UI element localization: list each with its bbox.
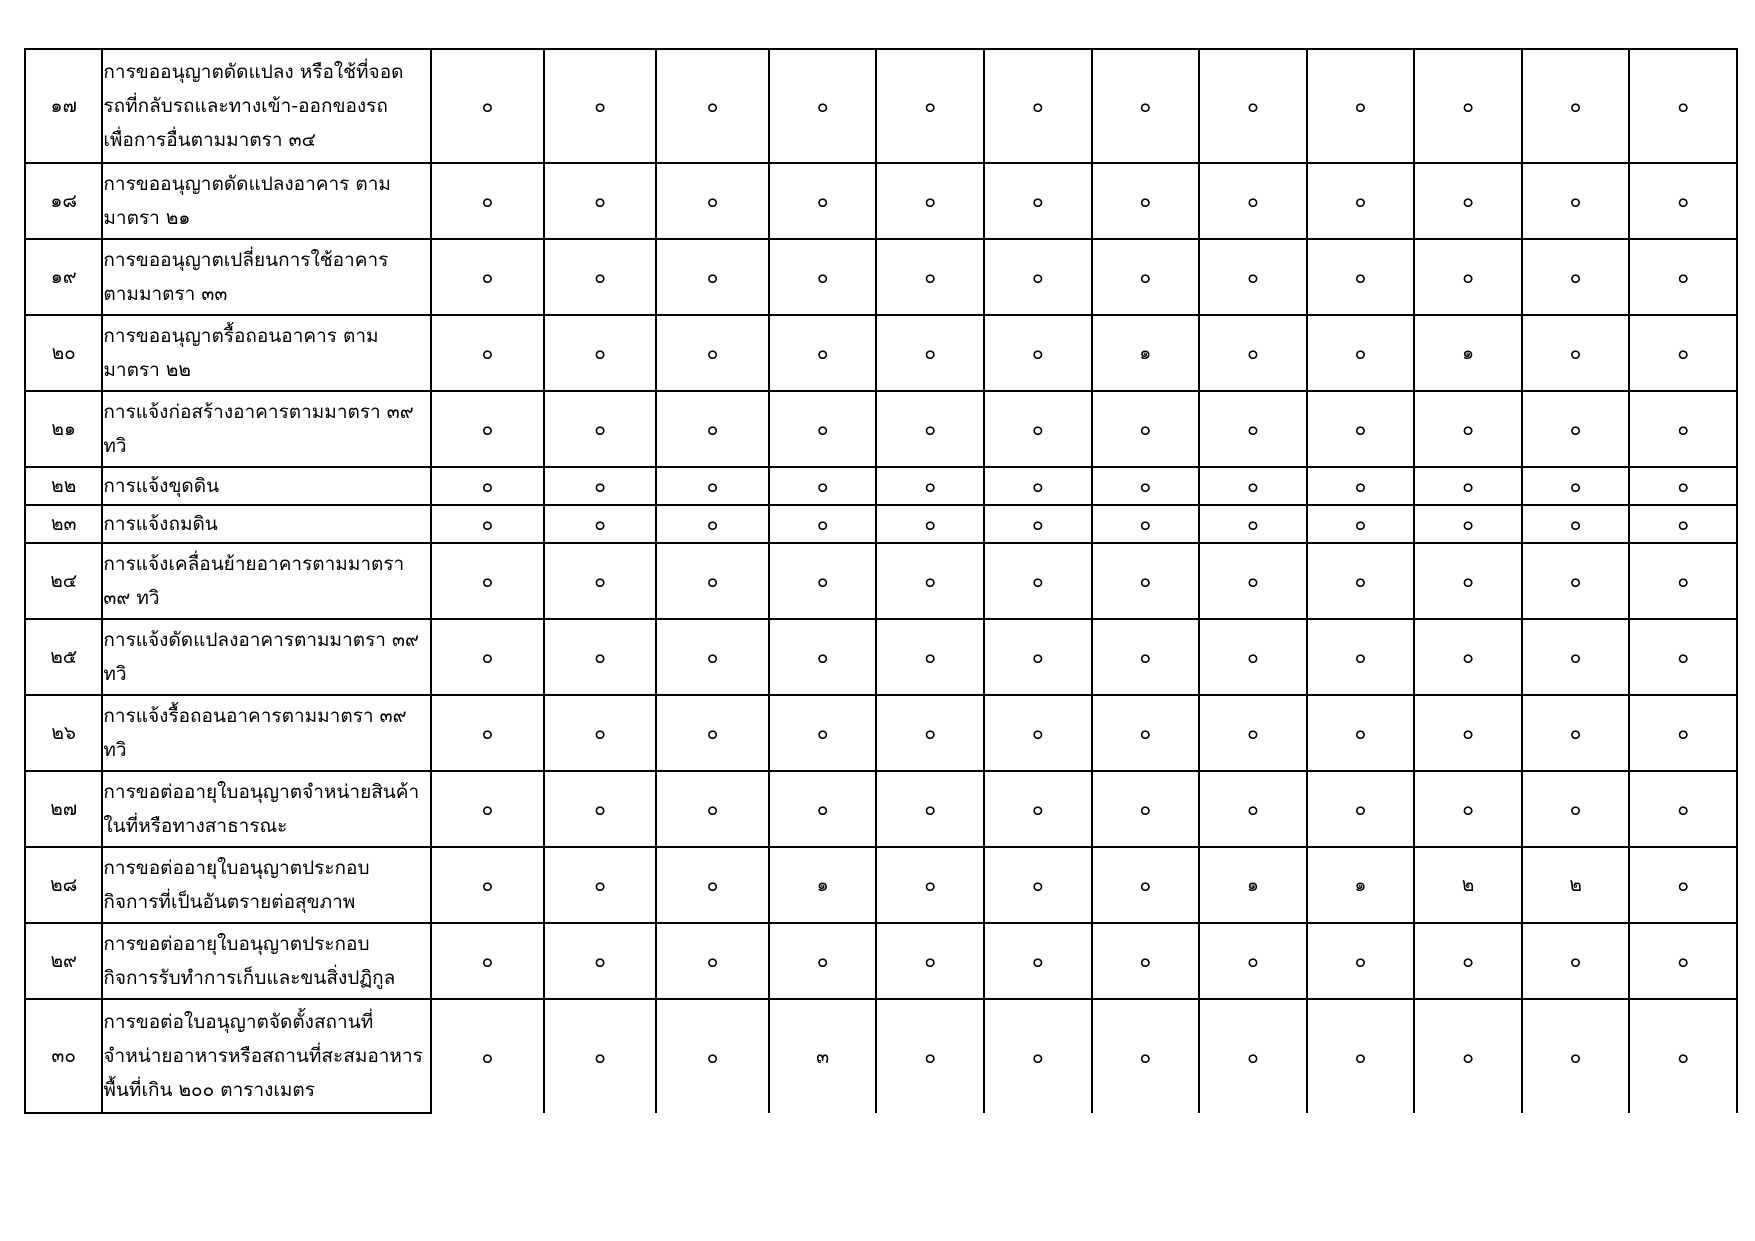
value-cell: ๐ xyxy=(769,771,877,847)
value-cell: ๐ xyxy=(1414,999,1522,1113)
row-number: ๒๒ xyxy=(25,467,102,505)
value-cell: ๐ xyxy=(1522,391,1630,467)
value-cell: ๐ xyxy=(1199,695,1307,771)
value-cell: ๐ xyxy=(984,543,1092,619)
value-cell: ๐ xyxy=(1199,771,1307,847)
value-cell: ๐ xyxy=(1414,163,1522,239)
value-cell: ๐ xyxy=(1629,771,1737,847)
value-cell: ๐ xyxy=(1199,543,1307,619)
value-cell: ๐ xyxy=(1092,771,1200,847)
row-number: ๑๘ xyxy=(25,163,102,239)
value-cell: ๐ xyxy=(431,771,544,847)
report-sheet xyxy=(24,48,1738,1114)
value-cell: ๐ xyxy=(984,505,1092,543)
row-number: ๒๗ xyxy=(25,771,102,847)
value-cell: ๐ xyxy=(1629,49,1737,163)
value-cell: ๐ xyxy=(544,505,657,543)
value-cell: ๐ xyxy=(544,847,657,923)
value-cell: ๐ xyxy=(431,695,544,771)
value-cell: ๐ xyxy=(1199,467,1307,505)
value-cell: ๐ xyxy=(656,771,769,847)
value-cell: ๐ xyxy=(1199,391,1307,467)
value-cell: ๐ xyxy=(1629,543,1737,619)
value-cell: ๐ xyxy=(1307,695,1415,771)
value-cell: ๓ xyxy=(769,999,877,1113)
value-cell: ๐ xyxy=(656,505,769,543)
value-cell: ๐ xyxy=(544,999,657,1113)
value-cell: ๐ xyxy=(544,163,657,239)
table-row xyxy=(25,771,1737,847)
value-cell: ๐ xyxy=(431,315,544,391)
value-cell: ๐ xyxy=(544,771,657,847)
value-cell: ๐ xyxy=(1629,619,1737,695)
value-cell: ๐ xyxy=(656,543,769,619)
value-cell: ๐ xyxy=(1414,239,1522,315)
value-cell: ๒ xyxy=(1522,847,1630,923)
value-cell: ๐ xyxy=(1307,505,1415,543)
value-cell: ๐ xyxy=(656,49,769,163)
value-cell: ๐ xyxy=(1307,999,1415,1113)
value-cell: ๐ xyxy=(1629,999,1737,1113)
value-cell: ๐ xyxy=(1629,163,1737,239)
value-cell: ๐ xyxy=(431,391,544,467)
value-cell: ๐ xyxy=(1629,315,1737,391)
value-cell: ๐ xyxy=(1414,505,1522,543)
value-cell: ๐ xyxy=(431,619,544,695)
value-cell: ๐ xyxy=(544,467,657,505)
value-cell: ๐ xyxy=(1629,467,1737,505)
value-cell: ๐ xyxy=(1522,619,1630,695)
value-cell: ๐ xyxy=(544,543,657,619)
value-cell: ๐ xyxy=(769,619,877,695)
value-cell: ๐ xyxy=(1522,239,1630,315)
value-cell: ๐ xyxy=(876,543,984,619)
table-row xyxy=(25,49,1737,163)
row-description: การแจ้งขุดดิน xyxy=(102,467,431,505)
value-cell: ๒ xyxy=(1414,847,1522,923)
value-cell: ๐ xyxy=(984,163,1092,239)
value-cell: ๐ xyxy=(1307,543,1415,619)
value-cell: ๐ xyxy=(984,467,1092,505)
value-cell: ๐ xyxy=(1414,467,1522,505)
value-cell: ๐ xyxy=(1629,391,1737,467)
value-cell: ๐ xyxy=(1307,391,1415,467)
value-cell: ๐ xyxy=(1522,999,1630,1113)
table-row xyxy=(25,505,1737,543)
value-cell: ๐ xyxy=(431,543,544,619)
row-number: ๒๐ xyxy=(25,315,102,391)
row-number: ๒๘ xyxy=(25,847,102,923)
table-row xyxy=(25,695,1737,771)
value-cell: ๐ xyxy=(1414,391,1522,467)
row-description: การขอต่ออายุใบอนุญาตประกอบ กิจการรับทำการเก็บและขนสิ่งปฏิกูล xyxy=(102,923,431,999)
value-cell: ๐ xyxy=(1307,923,1415,999)
value-cell: ๐ xyxy=(1522,695,1630,771)
value-cell: ๐ xyxy=(984,315,1092,391)
value-cell: ๐ xyxy=(431,467,544,505)
value-cell: ๐ xyxy=(876,163,984,239)
value-cell: ๐ xyxy=(1307,239,1415,315)
table-row xyxy=(25,391,1737,467)
value-cell: ๐ xyxy=(1522,467,1630,505)
value-cell: ๐ xyxy=(769,49,877,163)
value-cell: ๐ xyxy=(431,163,544,239)
value-cell: ๐ xyxy=(769,695,877,771)
value-cell: ๐ xyxy=(1199,923,1307,999)
value-cell: ๐ xyxy=(876,315,984,391)
row-description: การแจ้งเคลื่อนย้ายอาคารตามมาตรา ๓๙ ทวิ xyxy=(102,543,431,619)
value-cell: ๐ xyxy=(769,391,877,467)
value-cell: ๐ xyxy=(1307,619,1415,695)
value-cell: ๐ xyxy=(544,695,657,771)
value-cell: ๐ xyxy=(1414,771,1522,847)
row-description: การแจ้งดัดแปลงอาคารตามมาตรา ๓๙ ทวิ xyxy=(102,619,431,695)
row-number: ๑๙ xyxy=(25,239,102,315)
value-cell: ๐ xyxy=(1307,49,1415,163)
table-row xyxy=(25,239,1737,315)
value-cell: ๐ xyxy=(431,923,544,999)
value-cell: ๐ xyxy=(656,923,769,999)
value-cell: ๐ xyxy=(1629,505,1737,543)
value-cell: ๐ xyxy=(1092,49,1200,163)
value-cell: ๐ xyxy=(769,315,877,391)
table-row xyxy=(25,923,1737,999)
row-description: การขออนุญาตเปลี่ยนการใช้อาคาร ตามมาตรา ๓๓ xyxy=(102,239,431,315)
value-cell: ๐ xyxy=(1414,543,1522,619)
row-description: การขออนุญาตรื้อถอนอาคาร ตาม มาตรา ๒๒ xyxy=(102,315,431,391)
value-cell: ๐ xyxy=(769,163,877,239)
value-cell: ๐ xyxy=(1414,923,1522,999)
value-cell: ๐ xyxy=(876,467,984,505)
value-cell: ๐ xyxy=(876,999,984,1113)
value-cell: ๐ xyxy=(656,315,769,391)
value-cell: ๐ xyxy=(876,771,984,847)
value-cell: ๐ xyxy=(1414,695,1522,771)
value-cell: ๐ xyxy=(656,467,769,505)
row-description: การขออนุญาตดัดแปลงอาคาร ตาม มาตรา ๒๑ xyxy=(102,163,431,239)
value-cell: ๐ xyxy=(1092,163,1200,239)
value-cell: ๐ xyxy=(431,847,544,923)
row-number: ๒๙ xyxy=(25,923,102,999)
value-cell: ๐ xyxy=(876,619,984,695)
value-cell: ๑ xyxy=(769,847,877,923)
value-cell: ๐ xyxy=(1307,315,1415,391)
value-cell: ๐ xyxy=(1199,239,1307,315)
value-cell: ๐ xyxy=(656,695,769,771)
value-cell: ๐ xyxy=(876,505,984,543)
value-cell: ๐ xyxy=(769,543,877,619)
value-cell: ๐ xyxy=(1522,923,1630,999)
value-cell: ๐ xyxy=(876,923,984,999)
value-cell: ๐ xyxy=(544,923,657,999)
value-cell: ๐ xyxy=(876,695,984,771)
value-cell: ๐ xyxy=(431,505,544,543)
table-row xyxy=(25,467,1737,505)
value-cell: ๐ xyxy=(1307,771,1415,847)
value-cell: ๐ xyxy=(1522,543,1630,619)
value-cell: ๐ xyxy=(1522,505,1630,543)
value-cell: ๐ xyxy=(1092,543,1200,619)
value-cell: ๐ xyxy=(1307,467,1415,505)
value-cell: ๐ xyxy=(544,315,657,391)
value-cell: ๐ xyxy=(431,999,544,1113)
value-cell: ๐ xyxy=(876,239,984,315)
value-cell: ๐ xyxy=(1629,847,1737,923)
value-cell: ๐ xyxy=(769,505,877,543)
value-cell: ๐ xyxy=(656,847,769,923)
value-cell: ๐ xyxy=(1199,505,1307,543)
value-cell: ๐ xyxy=(1522,315,1630,391)
value-cell: ๐ xyxy=(1629,695,1737,771)
value-cell: ๐ xyxy=(656,999,769,1113)
value-cell: ๐ xyxy=(769,467,877,505)
row-description: การแจ้งรื้อถอนอาคารตามมาตรา ๓๙ ทวิ xyxy=(102,695,431,771)
row-description: การขอต่อใบอนุญาตจัดตั้งสถานที่ จำหน่ายอาหารหรือสถานที่สะสมอาหาร พื้นที่เกิน ๒๐๐ ตารางเมตร xyxy=(102,999,431,1113)
value-cell: ๐ xyxy=(1629,239,1737,315)
value-cell: ๐ xyxy=(544,49,657,163)
value-cell: ๐ xyxy=(1522,163,1630,239)
value-cell: ๐ xyxy=(984,847,1092,923)
value-cell: ๐ xyxy=(1199,315,1307,391)
value-cell: ๐ xyxy=(1199,619,1307,695)
value-cell: ๐ xyxy=(544,239,657,315)
value-cell: ๐ xyxy=(1092,505,1200,543)
value-cell: ๐ xyxy=(656,619,769,695)
value-cell: ๐ xyxy=(1522,771,1630,847)
value-cell: ๐ xyxy=(984,49,1092,163)
value-cell: ๐ xyxy=(1092,619,1200,695)
value-cell: ๐ xyxy=(1092,467,1200,505)
value-cell: ๑ xyxy=(1199,847,1307,923)
value-cell: ๐ xyxy=(984,619,1092,695)
value-cell: ๐ xyxy=(431,49,544,163)
row-description: การแจ้งก่อสร้างอาคารตามมาตรา ๓๙ ทวิ xyxy=(102,391,431,467)
value-cell: ๐ xyxy=(984,771,1092,847)
value-cell: ๐ xyxy=(656,239,769,315)
row-number: ๑๗ xyxy=(25,49,102,163)
table-row xyxy=(25,163,1737,239)
value-cell: ๐ xyxy=(1522,49,1630,163)
row-number: ๒๕ xyxy=(25,619,102,695)
row-description: การขอต่ออายุใบอนุญาตจำหน่ายสินค้า ในที่หรือทางสาธารณะ xyxy=(102,771,431,847)
row-description: การแจ้งถมดิน xyxy=(102,505,431,543)
value-cell: ๐ xyxy=(656,391,769,467)
table-row xyxy=(25,847,1737,923)
row-number: ๒๓ xyxy=(25,505,102,543)
value-cell: ๐ xyxy=(984,391,1092,467)
value-cell: ๐ xyxy=(656,163,769,239)
value-cell: ๑ xyxy=(1307,847,1415,923)
row-number: ๒๑ xyxy=(25,391,102,467)
value-cell: ๑ xyxy=(1414,315,1522,391)
row-number: ๓๐ xyxy=(25,999,102,1113)
value-cell: ๐ xyxy=(1414,619,1522,695)
value-cell: ๐ xyxy=(1092,999,1200,1113)
value-cell: ๐ xyxy=(1307,163,1415,239)
value-cell: ๐ xyxy=(769,239,877,315)
value-cell: ๐ xyxy=(1092,847,1200,923)
value-cell: ๐ xyxy=(984,239,1092,315)
value-cell: ๐ xyxy=(1414,49,1522,163)
table-body xyxy=(25,49,1737,1113)
value-cell: ๐ xyxy=(1199,163,1307,239)
value-cell: ๐ xyxy=(544,391,657,467)
row-number: ๒๔ xyxy=(25,543,102,619)
table-row xyxy=(25,315,1737,391)
value-cell: ๐ xyxy=(1199,999,1307,1113)
table-row xyxy=(25,619,1737,695)
row-description: การขออนุญาตดัดแปลง หรือใช้ที่จอด รถที่กลับรถและทางเข้า-ออกของรถ เพื่อการอื่นตามมาตรา ๓๔ xyxy=(102,49,431,163)
value-cell: ๐ xyxy=(1092,391,1200,467)
value-cell: ๐ xyxy=(984,923,1092,999)
value-cell: ๑ xyxy=(1092,315,1200,391)
value-cell: ๐ xyxy=(544,619,657,695)
value-cell: ๐ xyxy=(984,695,1092,771)
table-row xyxy=(25,543,1737,619)
value-cell: ๐ xyxy=(1092,239,1200,315)
value-cell: ๐ xyxy=(876,847,984,923)
row-number: ๒๖ xyxy=(25,695,102,771)
value-cell: ๐ xyxy=(1092,923,1200,999)
value-cell: ๐ xyxy=(1092,695,1200,771)
value-cell: ๐ xyxy=(984,999,1092,1113)
value-cell: ๐ xyxy=(431,239,544,315)
row-description: การขอต่ออายุใบอนุญาตประกอบ กิจการที่เป็นอันตรายต่อสุขภาพ xyxy=(102,847,431,923)
value-cell: ๐ xyxy=(1199,49,1307,163)
value-cell: ๐ xyxy=(876,49,984,163)
value-cell: ๐ xyxy=(876,391,984,467)
value-cell: ๐ xyxy=(769,923,877,999)
statistics-table xyxy=(24,48,1738,1114)
value-cell: ๐ xyxy=(1629,923,1737,999)
table-row xyxy=(25,999,1737,1113)
